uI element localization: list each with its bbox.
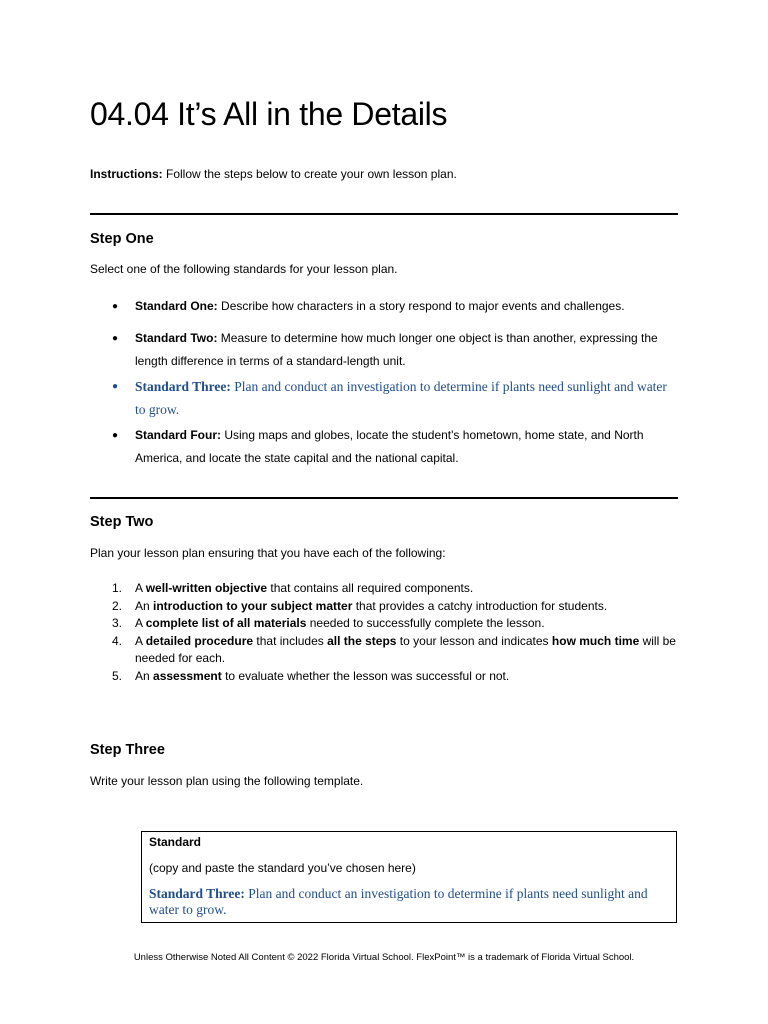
template-standard-text: Plan and conduct an investigation to determine if plants need sunlight and water to grow. [149, 886, 648, 917]
list-item [90, 615, 680, 633]
standard-one-text: Describe how characters in a story respond to major events and challenges. [217, 299, 625, 313]
divider [90, 497, 678, 499]
text: will be needed for each. [135, 633, 676, 666]
text: A [135, 616, 146, 631]
item-number: 5. [112, 668, 123, 683]
template-label: Standard [149, 835, 202, 849]
emphasis: all the steps [327, 633, 397, 648]
bullet: ● [112, 430, 119, 441]
instructions [90, 167, 457, 181]
standard-four-label: Standard Four: [135, 428, 221, 442]
step-one-heading: Step One [90, 231, 154, 247]
step-one-intro: Select one of the following standards for your lesson plan. [90, 262, 398, 276]
text: that contains all required components. [267, 581, 474, 595]
item-number: 1. [112, 581, 123, 595]
step-three-intro: Write your lesson plan using the following template. [90, 774, 364, 788]
text: to evaluate whether the lesson was successful or not. [221, 668, 510, 683]
list-item [90, 598, 680, 616]
step-two-heading: Step Two [90, 514, 154, 530]
emphasis: how much time [551, 633, 640, 648]
emphasis: introduction to your subject matter [153, 598, 353, 613]
standard-two-label: Standard Two: [135, 331, 218, 345]
text: A [135, 633, 146, 648]
step-two-intro: Plan your lesson plan ensuring that you have each of the following: [90, 546, 446, 560]
bullet: ● [112, 333, 119, 344]
standard-two-text: Measure to determine how much longer one object is than another, expressing the length difference in terms of a standard-length unit. [135, 331, 658, 368]
standard-two-item [90, 327, 680, 373]
emphasis: detailed procedure [145, 633, 254, 648]
emphasis: well-written objective [145, 581, 268, 595]
standard-four-text: Using maps and globes, locate the student's hometown, home state, and North America, and locate the state capital and the national capital. [135, 428, 644, 465]
item-number: 4. [112, 633, 123, 648]
standard-one-label: Standard One: [135, 299, 218, 313]
instructions-label: Instructions: [90, 167, 163, 181]
bullet: ● [112, 301, 119, 312]
instructions-text: Follow the steps below to create your own lesson plan. [162, 167, 457, 181]
divider [90, 213, 678, 215]
emphasis: assessment [153, 668, 222, 683]
standard-three-label: Standard Three: [135, 379, 231, 394]
standard-three-text: Plan and conduct an investigation to determine if plants need sunlight and water to grow. [135, 379, 667, 417]
bullet: ● [112, 381, 119, 392]
lesson-template-box [141, 831, 677, 923]
page-title: 04.04 It’s All in the Details [90, 96, 448, 132]
standard-one-item [90, 295, 680, 318]
item-number: 2. [112, 598, 123, 613]
list-item [90, 580, 680, 598]
step-three-heading: Step Three [90, 742, 165, 758]
text: that provides a catchy introduction for students. [352, 598, 608, 613]
text: An [135, 598, 154, 613]
footer: Unless Otherwise Noted All Content © 2022 Florida Virtual School. FlexPoint™ is a trademark of Florida Virtual School. [133, 952, 635, 963]
item-number: 3. [112, 616, 123, 631]
emphasis: complete list of all materials [145, 616, 307, 631]
template-note: (copy and paste the standard you’ve chosen here) [149, 861, 416, 875]
list-item [90, 633, 680, 668]
template-standard-label: Standard Three: [149, 886, 245, 901]
text: that includes [253, 633, 328, 648]
list-item [90, 668, 680, 686]
template-standard [149, 886, 669, 918]
text: needed to successfully complete the lesson. [306, 616, 545, 631]
text: An [135, 668, 154, 683]
standard-four-item [90, 424, 680, 470]
standard-three-item [90, 375, 680, 421]
text: A [135, 581, 146, 595]
text: to your lesson and indicates [396, 633, 552, 648]
requirements-list [90, 580, 680, 686]
